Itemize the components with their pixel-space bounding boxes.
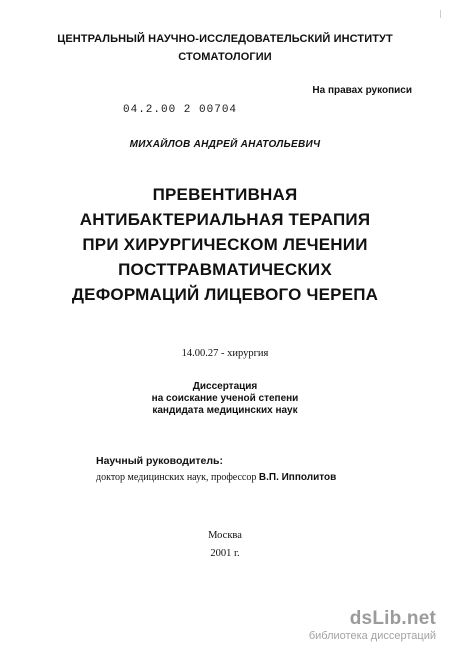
dissertation-line-2: на соискание ученой степени bbox=[151, 393, 299, 404]
supervisor-name: В.П. Ипполитов bbox=[258, 472, 337, 483]
institute-line-2: СТОМАТОЛОГИИ bbox=[178, 51, 272, 63]
dissertation-type bbox=[0, 381, 450, 417]
title-line-2: АНТИБАКТЕРИАЛЬНАЯ ТЕРАПИЯ bbox=[79, 210, 371, 229]
dissertation-line-1: Диссертация bbox=[192, 381, 258, 392]
registration-stamp: 04.2.00 2 00704 bbox=[123, 104, 238, 116]
place-and-year bbox=[0, 527, 450, 563]
scan-edge-mark bbox=[440, 10, 441, 18]
institute-line-1: ЦЕНТРАЛЬНЫЙ НАУЧНО-ИССЛЕДОВАТЕЛЬСКИЙ ИНСТИТУТ bbox=[57, 33, 393, 45]
author-name: МИХАЙЛОВ АНДРЕЙ АНАТОЛЬЕВИЧ bbox=[129, 139, 321, 150]
specialty-code: 14.00.27 - хирургия bbox=[181, 348, 269, 359]
dissertation-line-3: кандидата медицинских наук bbox=[152, 405, 298, 416]
year: 2001 г. bbox=[210, 548, 240, 559]
supervisor-info bbox=[96, 472, 336, 483]
dissertation-title bbox=[0, 182, 450, 307]
city: Москва bbox=[208, 530, 242, 541]
institute-name bbox=[0, 30, 450, 66]
title-line-1: ПРЕВЕНТИВНАЯ bbox=[152, 185, 298, 204]
logo-subtitle: библиотека диссертаций bbox=[308, 630, 436, 642]
manuscript-rights-note: На правах рукописи bbox=[312, 85, 412, 96]
dslib-watermark-logo[interactable] bbox=[266, 608, 436, 642]
title-line-3: ПРИ ХИРУРГИЧЕСКОМ ЛЕЧЕНИИ bbox=[82, 235, 368, 254]
supervisor-degree: доктор медицинских наук, профессор bbox=[96, 472, 257, 483]
supervisor-label: Научный руководитель: bbox=[96, 455, 223, 467]
title-line-5: ДЕФОРМАЦИЙ ЛИЦЕВОГО ЧЕРЕПА bbox=[71, 285, 379, 304]
title-line-4: ПОСТТРАВМАТИЧЕСКИХ bbox=[118, 260, 332, 279]
logo-main-text: dsLib.net bbox=[349, 608, 436, 629]
